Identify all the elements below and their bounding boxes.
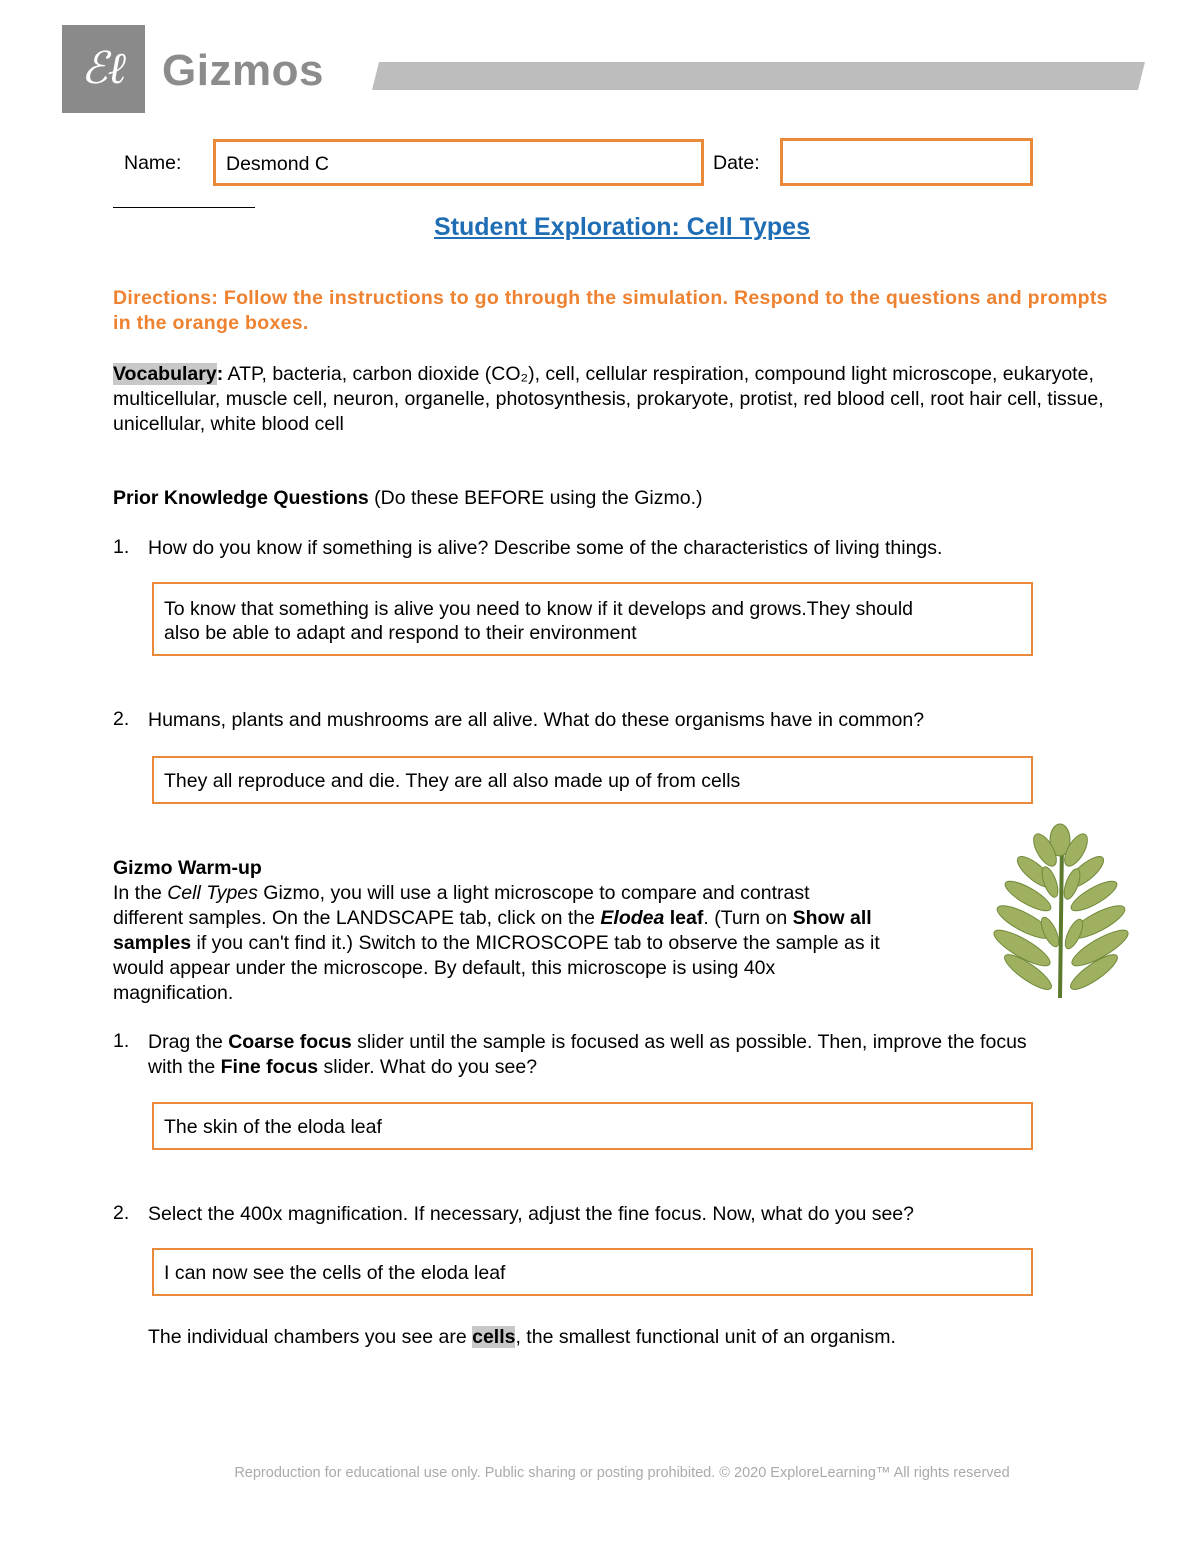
warmup-text-d: . (Turn on — [703, 907, 793, 929]
footer-copyright: Reproduction for educational use only. Public sharing or posting prohibited. © 2020 ExploreLearning™ All rights reserved — [234, 1465, 1010, 1481]
warmup-text-e: if you can't find it.) Switch to the MICROSCOPE tab to observe the sample as it — [191, 932, 880, 954]
date-field[interactable] — [780, 138, 1033, 186]
divider-line — [113, 207, 255, 208]
directions-text: Directions: Follow the instructions to go through the simulation. Respond to the questions and prompts in the orange boxes. — [113, 287, 1108, 334]
warmup-leaf: leaf — [664, 907, 704, 929]
prior-q2-answer: They all reproduce and die. They are all also made up of from cells — [164, 770, 741, 792]
prior-q2-answer-box[interactable] — [152, 756, 1033, 804]
name-value: Desmond C — [226, 153, 329, 175]
warmup-q1-number: 1. — [113, 1030, 130, 1052]
warmup-q2-number: 2. — [113, 1202, 130, 1224]
explorelearning-logo: ℰℓ — [62, 25, 145, 113]
warmup-q1-part-c: with the — [148, 1056, 221, 1078]
date-label: Date: — [713, 152, 760, 174]
prior-q2-text: Humans, plants and mushrooms are all alive. What do these organisms have in common? — [148, 709, 925, 731]
warmup-text-b: Gizmo, you will use a light microscope to compare and contrast — [257, 882, 810, 904]
vocabulary-terms: ATP, bacteria, carbon dioxide (CO₂), cell, cellular respiration, compound light microscope, eukaryote, multicellular, muscle cell, neuron, organelle, photosynthesis, prokaryote, protist, red blood cell, root hair cell, tissue, unicellular, white blood cell — [113, 363, 1104, 435]
warmup-q1-text — [148, 1030, 1138, 1080]
prior-q1-text: How do you know if something is alive? Describe some of the characteristics of living things. — [148, 537, 943, 559]
elodea-plant-image — [990, 822, 1130, 1000]
warmup-text-f: would appear under the microscope. By default, this microscope is using 40x — [113, 957, 776, 979]
closing-part-a: The individual chambers you see are — [148, 1326, 473, 1348]
gizmos-brand: Gizmos — [162, 46, 324, 95]
prior-knowledge-heading — [113, 486, 1123, 511]
warmup-q1-part-d: slider. What do you see? — [318, 1056, 538, 1078]
warmup-show-all: Show all — [792, 907, 872, 929]
header-bar — [372, 62, 1145, 90]
warmup-text-g: magnification. — [113, 982, 234, 1004]
warmup-q1-fine-focus: Fine focus — [220, 1056, 319, 1078]
prior-q1-answer-line2: also be able to adapt and respond to their environment — [164, 622, 637, 644]
warmup-q1-part-a: Drag the — [148, 1031, 229, 1053]
warmup-q2-answer-box[interactable] — [152, 1248, 1033, 1296]
warmup-text-c: different samples. On the LANDSCAPE tab, click on the — [113, 907, 601, 929]
closing-cells-term: cells — [472, 1326, 516, 1348]
prior-q1-answer-box[interactable] — [152, 582, 1033, 656]
closing-sentence — [148, 1325, 896, 1350]
vocabulary-colon: : — [216, 363, 224, 385]
closing-part-b: , the smallest functional unit of an organism. — [515, 1326, 896, 1348]
prior-heading-note: (Do these BEFORE using the Gizmo.) — [368, 487, 703, 509]
warmup-q2-text: Select the 400x magnification. If necessary, adjust the fine focus. Now, what do you see? — [148, 1203, 914, 1225]
prior-q1-answer-line1: To know that something is alive you need to know if it develops and grows.They should — [164, 598, 914, 620]
name-label: Name: — [124, 152, 182, 174]
vocabulary-label: Vocabulary — [113, 363, 217, 385]
prior-q2-number: 2. — [113, 708, 130, 730]
warmup-q1-coarse-focus: Coarse focus — [228, 1031, 352, 1053]
warmup-text-a: In the — [113, 882, 168, 904]
warmup-q1-part-b: slider until the sample is focused as well as possible. Then, improve the focus — [351, 1031, 1027, 1053]
warmup-gizmo-name: Cell Types — [167, 882, 258, 904]
warmup-q1-answer-box[interactable] — [152, 1102, 1033, 1150]
vocabulary-paragraph — [113, 362, 1123, 437]
warmup-samples: samples — [113, 932, 192, 954]
warmup-elodea: Elodea — [600, 907, 665, 929]
warmup-heading: Gizmo Warm-up — [113, 857, 262, 879]
warmup-q2-answer: I can now see the cells of the eloda leaf — [164, 1262, 506, 1284]
page-title: Student Exploration: Cell Types — [434, 213, 810, 241]
prior-q1-number: 1. — [113, 536, 130, 558]
warmup-q1-answer: The skin of the eloda leaf — [164, 1116, 382, 1138]
name-field[interactable] — [213, 139, 704, 186]
prior-heading-text: Prior Knowledge Questions — [113, 487, 369, 509]
warmup-paragraph — [113, 856, 973, 1006]
